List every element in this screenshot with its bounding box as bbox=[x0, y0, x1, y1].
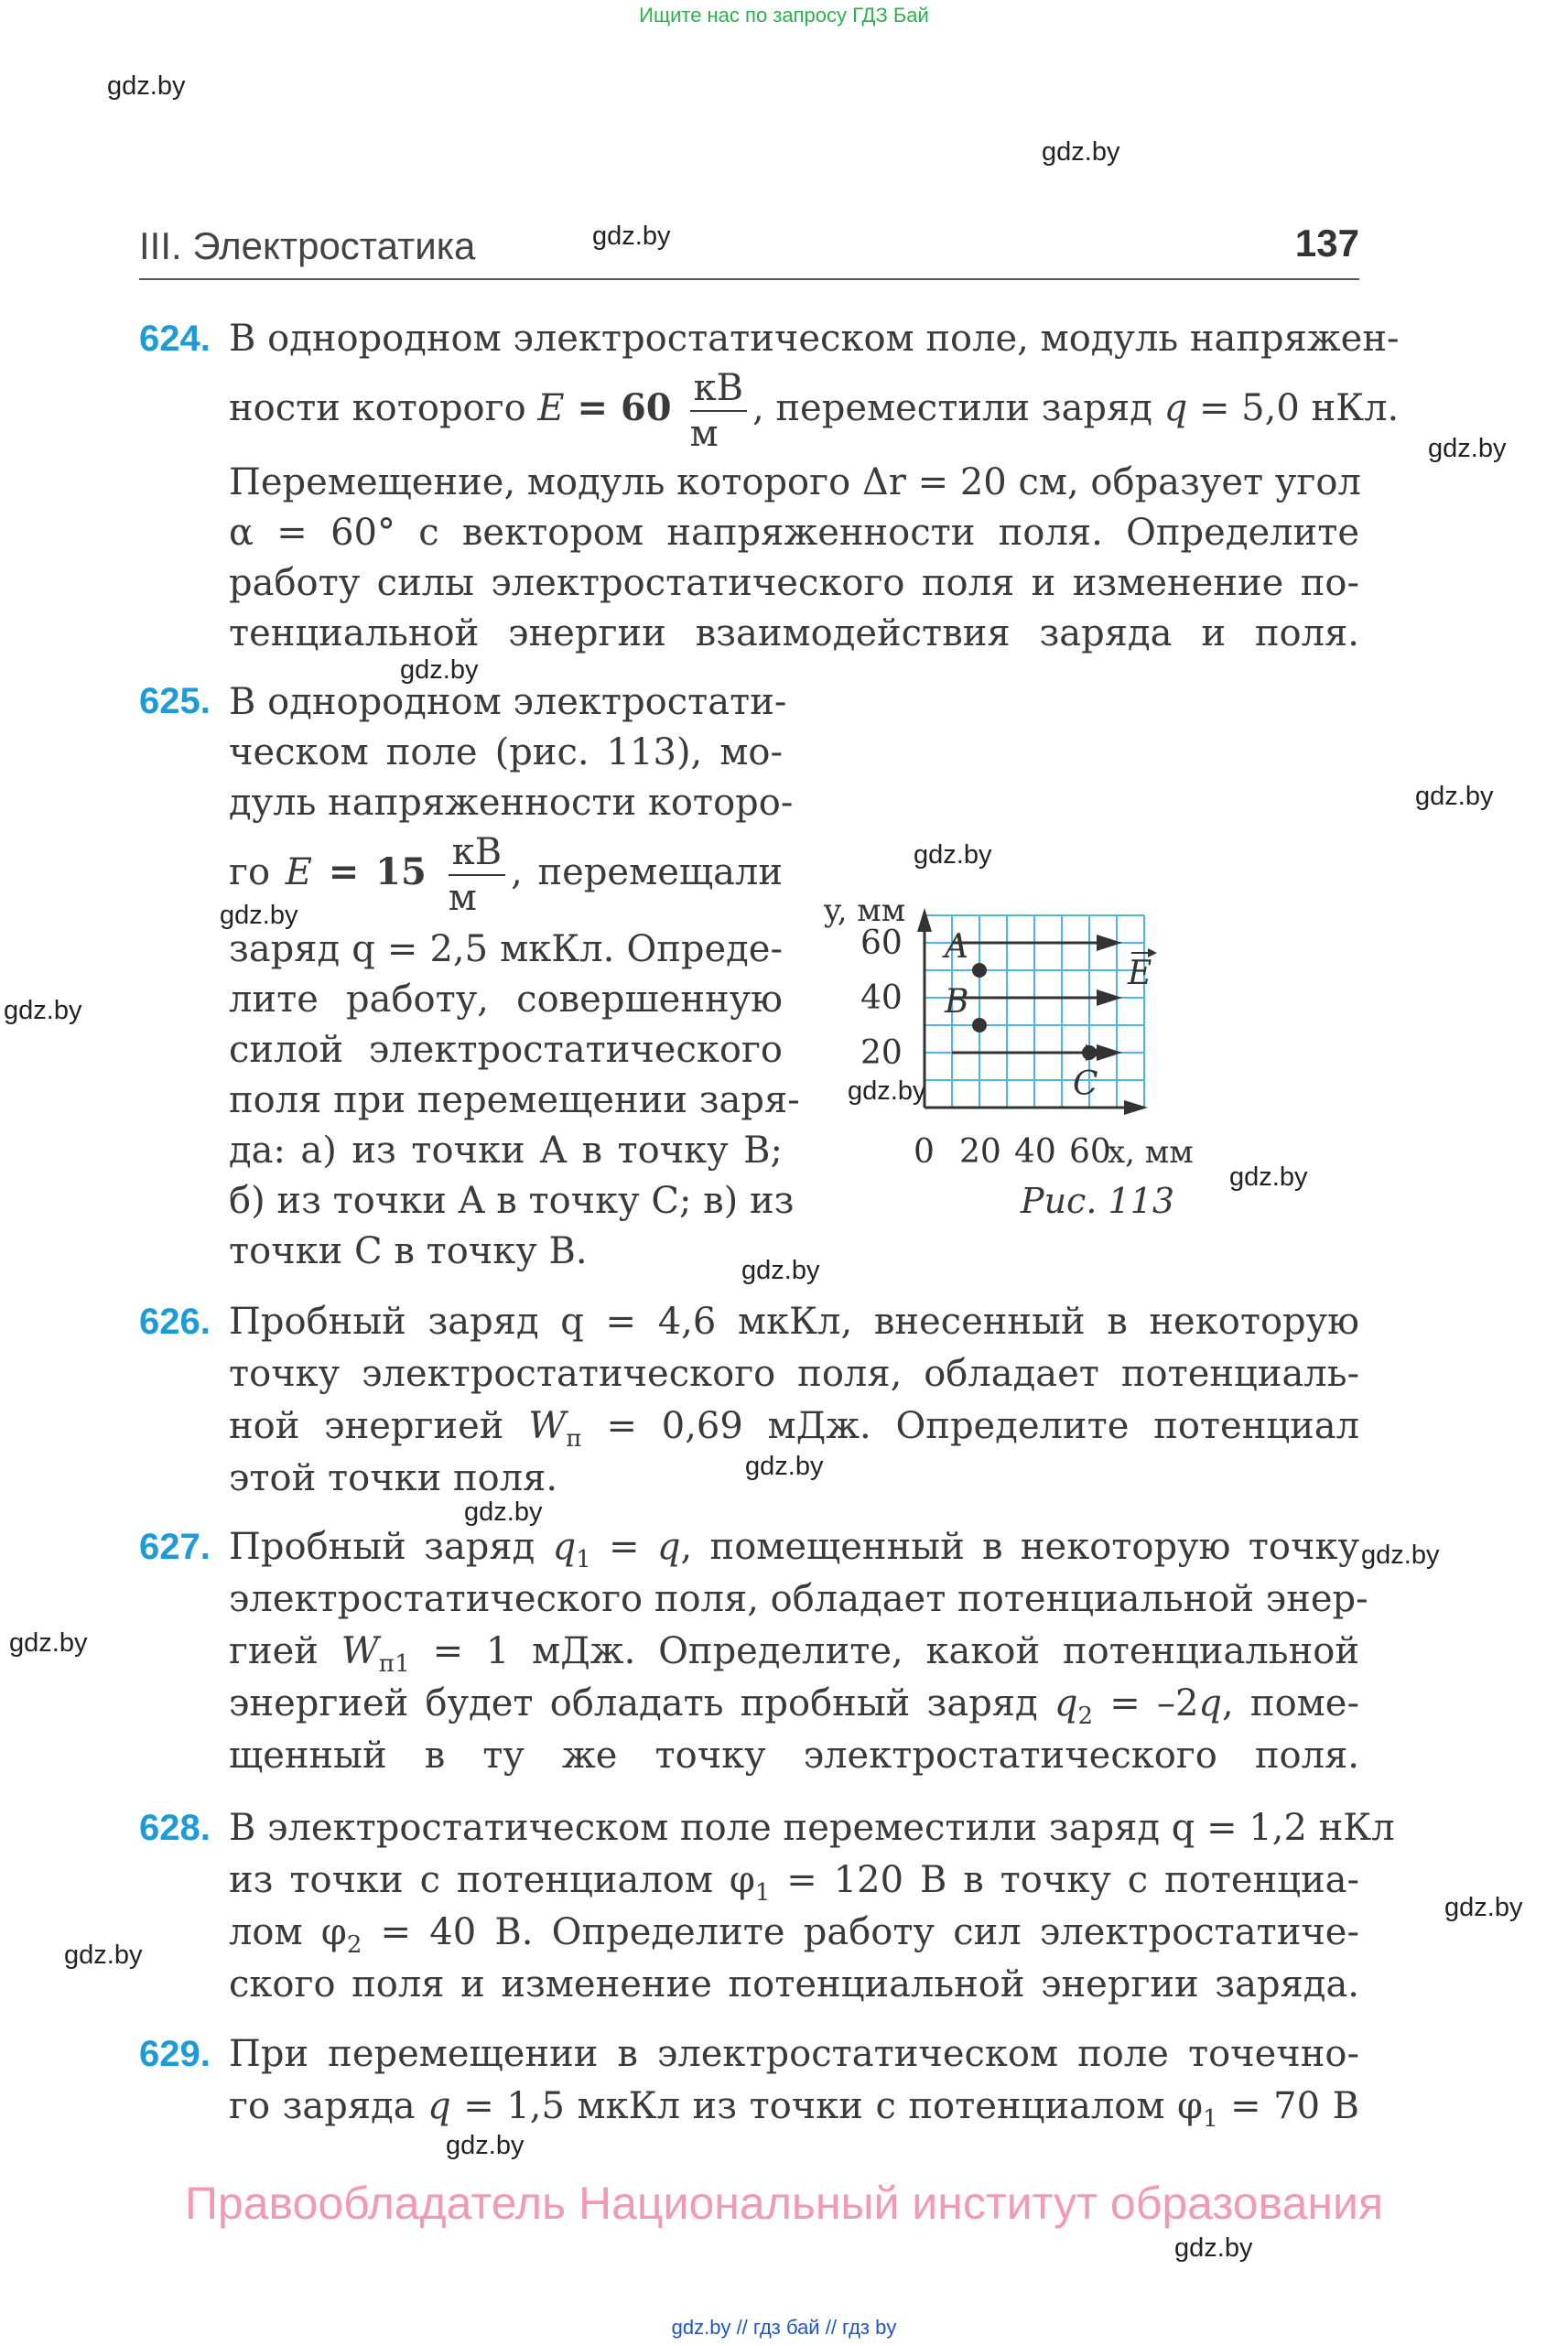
watermark: gdz.by bbox=[220, 901, 298, 930]
text-line-with-subscript: гией $W_{п1} = 1$ мДж. Определите, какой потенциальной bbox=[229, 1630, 1359, 1678]
text-line: поля при перемещении заря- bbox=[229, 1079, 800, 1121]
text-line: работу силы электростатического поля и изменение по- bbox=[229, 562, 1359, 604]
point-a bbox=[972, 963, 987, 978]
figure-113-chart bbox=[806, 705, 1391, 1217]
watermark: gdz.by bbox=[914, 840, 992, 870]
text-line: точку электростатического поля, обладает потенциаль- bbox=[229, 1353, 1359, 1395]
text-line: электростатического поля, обладает потенциальной энер- bbox=[229, 1578, 1368, 1620]
text-line-with-subscript: Пробный заряд $q_1 = q$, помещенный в некоторую точку bbox=[229, 1526, 1359, 1573]
point-b bbox=[972, 1018, 987, 1032]
text-line: щенный в ту же точку электростатического поля. bbox=[229, 1735, 1359, 1777]
problem-number: 627. bbox=[139, 1527, 211, 1567]
problem-number: 625. bbox=[139, 681, 211, 721]
text-line-with-subscript: лом $\varphi_2 = 40$ В. Определите работу сил электростатиче- bbox=[229, 1911, 1359, 1959]
problem-number: 628. bbox=[139, 1808, 211, 1848]
x-tick-label: 60 bbox=[1069, 1133, 1111, 1171]
field-vector-label: E bbox=[1128, 955, 1152, 992]
x-tick-label: 20 bbox=[959, 1133, 1001, 1171]
text-line: дуль напряженности которо- bbox=[229, 782, 794, 824]
field-line-arrow bbox=[1097, 989, 1122, 1006]
x-tick-label: 40 bbox=[1014, 1133, 1056, 1171]
y-axis-arrow bbox=[917, 908, 932, 932]
field-line-arrow bbox=[1097, 935, 1122, 951]
text-line: При перемещении в электростатическом поле точечно- bbox=[229, 2033, 1359, 2075]
y-tick-label: 60 bbox=[860, 924, 903, 962]
text-line-with-fraction: ности которого E = 60 $\frac{кВ}{м}$ , переместили заряд q = 5,0 нКл. bbox=[229, 367, 1400, 455]
point-c bbox=[1082, 1045, 1097, 1060]
watermark: gdz.by bbox=[1444, 1893, 1523, 1922]
text-line-with-fraction: го E = 15 $\frac{кВ}{м}$ , перемещали bbox=[229, 831, 783, 919]
y-tick-label: 20 bbox=[860, 1034, 903, 1072]
text-line: заряд q = 2,5 мкКл. Опреде- bbox=[229, 928, 783, 970]
text-line: этой точки поля. bbox=[229, 1457, 558, 1499]
top-search-note: Ищите нас по запросу ГДЗ Бай bbox=[639, 4, 929, 27]
text-line: Пробный заряд q = 4,6 мкКл, внесенный в некоторую bbox=[229, 1301, 1359, 1343]
y-axis-label: y, мм bbox=[824, 892, 906, 929]
text-line: Перемещение, модуль которого Δr = 20 см, образует угол bbox=[229, 461, 1361, 503]
watermark: gdz.by bbox=[1415, 782, 1494, 811]
text-line: В электростатическом поле переместили заряд q = 1,2 нКл bbox=[229, 1807, 1395, 1849]
text-line: точки C в точку B. bbox=[229, 1230, 588, 1272]
watermark: gdz.by bbox=[446, 2131, 524, 2160]
text-line: силой электростатического bbox=[229, 1029, 783, 1071]
text-line-with-subscript: ной энергией $W_п = 0,69$ мДж. Определите потенциал bbox=[229, 1405, 1360, 1453]
point-label: A bbox=[945, 928, 968, 966]
figure-caption: Рис. 113 bbox=[1021, 1181, 1175, 1221]
watermark: gdz.by bbox=[9, 1628, 88, 1658]
problem-number: 629. bbox=[139, 2034, 211, 2074]
watermark: gdz.by bbox=[64, 1941, 143, 1970]
text-line: тенциальной энергии взаимодействия заряда и поля. bbox=[229, 612, 1359, 654]
watermark: gdz.by bbox=[745, 1452, 824, 1481]
point-label: C bbox=[1073, 1065, 1098, 1103]
text-line: α = 60° с вектором напряженности поля. Определите bbox=[229, 512, 1359, 554]
text-line: да: а) из точки A в точку B; bbox=[229, 1130, 783, 1172]
y-tick-label: 40 bbox=[860, 979, 903, 1017]
text-line-with-subscript: энергией будет обладать пробный заряд $q_2 = -2q$, поме- bbox=[229, 1682, 1359, 1730]
point-label: B bbox=[945, 983, 969, 1021]
rights-holder-note: Правообладатель Национальный институт образования bbox=[184, 2178, 1384, 2229]
text-line: В однородном электростати- bbox=[229, 681, 787, 723]
section-title: III. Электростатика bbox=[139, 224, 476, 267]
page-number: 137 bbox=[1294, 222, 1359, 265]
text-line: лите работу, совершенную bbox=[229, 978, 783, 1021]
text-line-with-subscript: из точки с потенциалом $\varphi_1 = 120$ В в точку с потенциа- bbox=[229, 1859, 1359, 1907]
watermark: gdz.by bbox=[1428, 434, 1507, 463]
watermark: gdz.by bbox=[1229, 1162, 1308, 1192]
problem-number: 626. bbox=[139, 1302, 211, 1342]
watermark: gdz.by bbox=[848, 1076, 926, 1106]
x-axis-label: x, мм bbox=[1108, 1134, 1194, 1171]
chart-labels bbox=[823, 892, 1194, 1171]
watermark: gdz.by bbox=[1174, 2233, 1253, 2263]
watermark: gdz.by bbox=[4, 996, 82, 1025]
footer-links[interactable]: gdz.by // гдз бай // гдз by bbox=[671, 2316, 897, 2339]
text-line: б) из точки A в точку C; в) из bbox=[229, 1180, 795, 1222]
text-line: ского поля и изменение потенциальной энергии заряда. bbox=[229, 1963, 1359, 2005]
watermark: gdz.by bbox=[1042, 137, 1120, 167]
header-divider bbox=[139, 278, 1359, 280]
text-line-with-subscript: го заряда q = 1,5 мкКл из точки с потенциалом $\varphi_1 = 70$ В bbox=[229, 2085, 1360, 2133]
watermark: gdz.by bbox=[741, 1256, 820, 1285]
text-line: ческом поле (рис. 113), мо- bbox=[229, 731, 783, 773]
watermark: gdz.by bbox=[464, 1497, 543, 1527]
field-lines bbox=[952, 935, 1122, 1061]
text-line: В однородном электростатическом поле, модуль напряжен- bbox=[229, 318, 1400, 360]
x-tick-label: 0 bbox=[914, 1133, 935, 1171]
problem-number: 624. bbox=[139, 319, 211, 359]
watermark: gdz.by bbox=[107, 71, 186, 101]
watermark: gdz.by bbox=[400, 655, 479, 685]
fraction: $\frac{кВ}{м}$ bbox=[449, 834, 505, 916]
watermark: gdz.by bbox=[592, 222, 671, 251]
watermark: gdz.by bbox=[1361, 1541, 1440, 1570]
fraction: $\frac{кВ}{м}$ bbox=[690, 370, 747, 452]
